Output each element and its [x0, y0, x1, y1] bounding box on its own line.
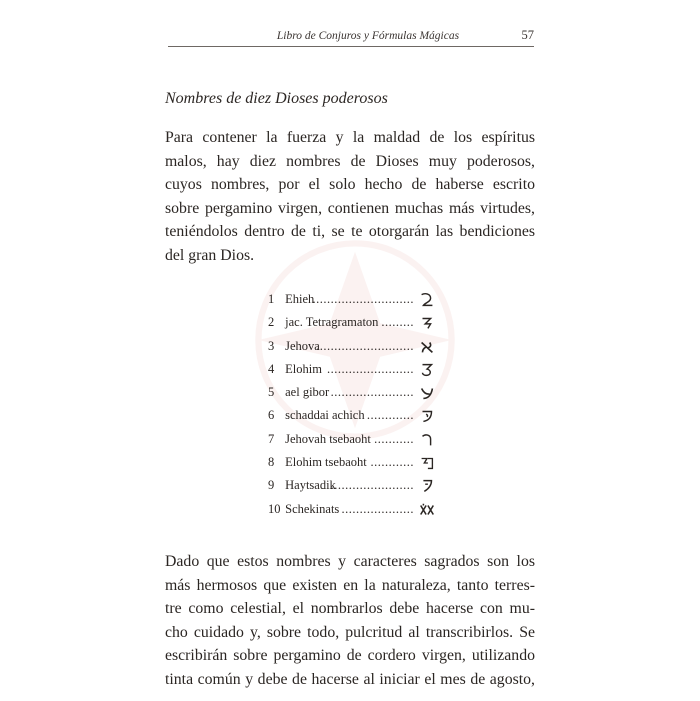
god-name: Schekinats — [285, 501, 340, 516]
god-name: ael gibor — [285, 385, 330, 400]
item-number: 8 — [268, 455, 275, 470]
god-name: jac. Tetragramaton — [285, 315, 379, 330]
god-name: Ehieh — [285, 292, 315, 306]
leader-dots: ............. — [366, 408, 414, 423]
item-number: 10 — [268, 501, 281, 516]
paragraph-line: cuyos nombres, por el solo hecho de haberse escrito — [165, 176, 535, 194]
item-number: 4 — [268, 361, 275, 376]
paragraph-line: Para contener la fuerza y la maldad de los espíritus — [165, 129, 535, 146]
leader-dots: ............................ — [312, 292, 414, 306]
magic-character-9-icon — [418, 474, 440, 497]
magic-character-4-icon — [418, 358, 440, 381]
paragraph-line: sobre pergamino virgen, contienen muchas más virtudes, — [165, 199, 535, 217]
paragraph-line: Dado que estos nombres y caracteres sagrados son los — [165, 553, 535, 570]
item-number: 3 — [268, 338, 275, 353]
intro-paragraph — [165, 126, 535, 268]
header-rule — [168, 46, 534, 47]
leader-dots: ............ — [370, 455, 414, 470]
paragraph-line: escribirán sobre pergamino de cordero virgen, utilizando — [165, 647, 535, 665]
leader-dots: .................... — [341, 501, 414, 516]
leader-dots: ....................... — [330, 385, 414, 400]
god-name: Elohim tsebaoht — [285, 455, 367, 470]
leader-dots: ........................... — [316, 338, 414, 353]
magic-character-3-icon — [418, 335, 440, 358]
list-item — [268, 404, 448, 427]
god-name: Elohim — [285, 361, 322, 376]
item-number: 1 — [268, 292, 275, 306]
list-item — [268, 428, 448, 451]
paragraph-line: del gran Dios. — [165, 246, 255, 264]
running-title: Libro de Conjuros y Fórmulas Mágicas — [276, 30, 460, 42]
closing-paragraph — [165, 550, 535, 692]
magic-character-6-icon — [418, 404, 440, 427]
item-number: 2 — [268, 315, 275, 330]
magic-character-5-icon — [418, 381, 440, 404]
paragraph-line: más hermosos que existen en la naturaleza, tanto terres- — [165, 576, 535, 594]
list-item — [268, 474, 448, 497]
god-name: Jehovah tsebaoht — [285, 431, 371, 446]
god-names-list — [268, 288, 448, 521]
magic-character-8-icon — [418, 451, 440, 474]
leader-dots: ......... — [381, 315, 414, 330]
paragraph-line: cho cuidado y, sobre todo, pulcritud al transcribirlos. Se — [165, 623, 535, 641]
list-item — [268, 498, 448, 521]
leader-dots: ........... — [374, 431, 414, 446]
list-item — [268, 381, 448, 404]
god-name: Haytsadik — [285, 478, 336, 493]
list-item — [268, 451, 448, 474]
paragraph-line: tre como celestial, el nombrarlos debe hacerse con mu- — [165, 600, 535, 618]
item-number: 7 — [268, 431, 275, 446]
magic-character-7-icon — [418, 428, 440, 451]
list-item — [268, 335, 448, 358]
item-number: 6 — [268, 408, 275, 423]
list-item — [268, 358, 448, 381]
paragraph-line: tinta común y debe de hacerse al iniciar el mes de agosto, — [165, 670, 535, 688]
god-name: schaddai achich — [285, 408, 365, 423]
god-name: Jehova — [285, 338, 320, 353]
leader-dots: ....................... — [330, 478, 414, 493]
magic-character-10-icon — [418, 498, 440, 521]
paragraph-line: malos, hay diez nombres de Dioses muy poderosos, — [165, 152, 535, 170]
item-number: 9 — [268, 478, 275, 493]
page-number: 57 — [521, 28, 534, 42]
section-heading: Nombres de diez Dioses poderosos — [165, 90, 388, 107]
magic-character-1-icon — [418, 288, 440, 311]
list-item — [268, 288, 448, 311]
item-number: 5 — [268, 385, 275, 400]
paragraph-line: teniéndolos dentro de ti, se te otorgarán las bendiciones — [165, 223, 535, 241]
magic-character-2-icon — [418, 311, 440, 334]
leader-dots: ........................ — [327, 361, 414, 376]
running-head — [168, 30, 534, 50]
list-item — [268, 311, 448, 334]
